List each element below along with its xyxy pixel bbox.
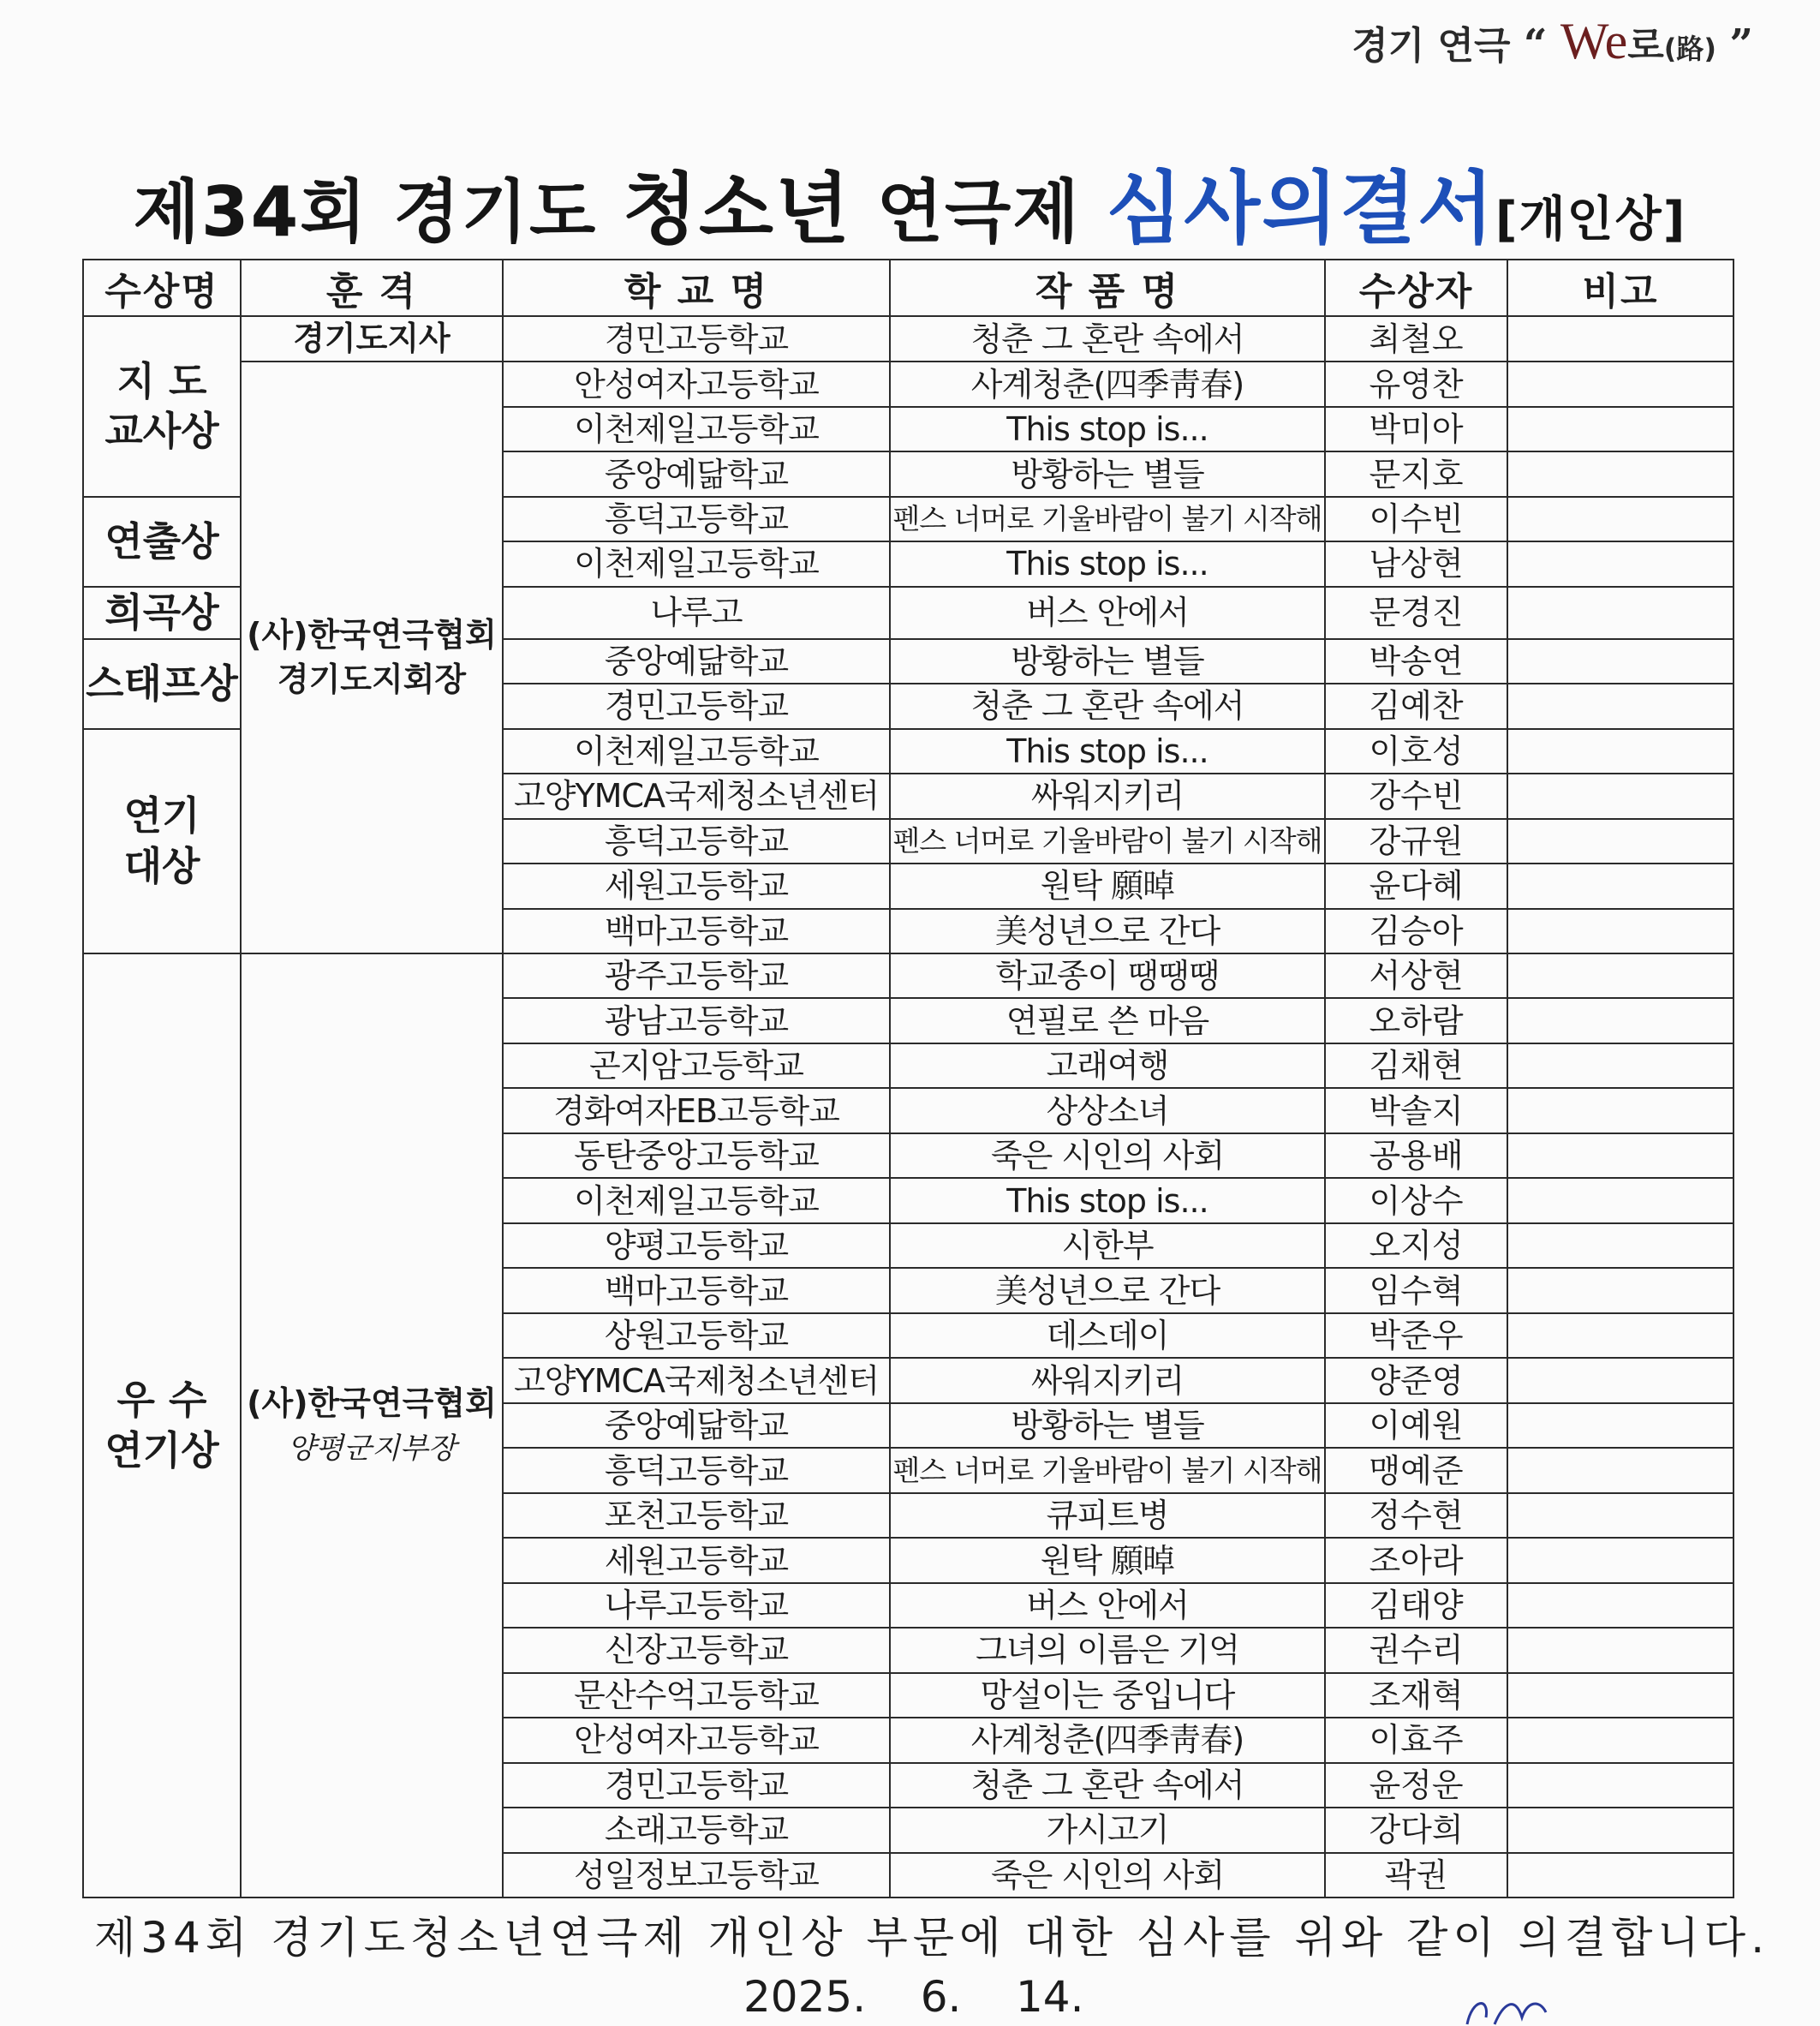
table-header-row [83, 260, 1733, 316]
winner-name-cell: 서상현 [1325, 953, 1507, 998]
note-cell [1507, 1223, 1733, 1268]
work-title-cell: 펜스 너머로 기울바람이 불기 시작해 [890, 819, 1325, 864]
column-header: 훈 격 [241, 260, 503, 316]
school-name-cell: 흥덕고등학교 [503, 819, 890, 864]
note-cell [1507, 1628, 1733, 1672]
work-title-cell: 죽은 시인의 사회 [890, 1853, 1325, 1898]
work-title-cell: 방황하는 별들 [890, 1403, 1325, 1448]
award-name-cell: 희곡상 [83, 587, 241, 639]
table-row [83, 362, 1733, 406]
award-name-cell: 지 도 교사상 [83, 316, 241, 497]
winner-name-cell: 이수빈 [1325, 497, 1507, 541]
title-part-region: 경기도 [393, 172, 598, 252]
work-title-cell: 데스데이 [890, 1313, 1325, 1358]
school-name-cell: 백마고등학교 [503, 909, 890, 953]
work-title-cell: 청춘 그 혼란 속에서 [890, 316, 1325, 362]
note-cell [1507, 774, 1733, 818]
work-title-cell: 버스 안에서 [890, 587, 1325, 639]
winner-name-cell: 박솔지 [1325, 1088, 1507, 1133]
winner-name-cell: 이호성 [1325, 729, 1507, 774]
school-name-cell: 중앙예닮학교 [503, 451, 890, 496]
note-cell [1507, 1088, 1733, 1133]
winner-name-cell: 문지호 [1325, 451, 1507, 496]
work-title-cell: 가시고기 [890, 1808, 1325, 1852]
document-title [0, 146, 1820, 259]
note-cell [1507, 451, 1733, 496]
winner-name-cell: 윤정운 [1325, 1763, 1507, 1808]
school-name-cell: 중앙예닮학교 [503, 639, 890, 684]
winner-name-cell: 곽권 [1325, 1853, 1507, 1898]
work-title-cell: 방황하는 별들 [890, 639, 1325, 684]
work-title-cell: 싸워지키리 [890, 774, 1325, 818]
winner-name-cell: 최철오 [1325, 316, 1507, 362]
school-name-cell: 흥덕고등학교 [503, 1448, 890, 1492]
school-name-cell: 이천제일고등학교 [503, 407, 890, 451]
winner-name-cell: 이예원 [1325, 1403, 1507, 1448]
work-title-cell: 연필로 쓴 마음 [890, 998, 1325, 1043]
closing-statement: 제34회 경기도청소년연극제 개인상 부문에 대한 심사를 위와 같이 의결합니다. [94, 1913, 1769, 1963]
signature-mark [1460, 1992, 1563, 2026]
award-name-cell: 우 수 연기상 [83, 953, 241, 1898]
header-we: We [1560, 13, 1628, 69]
note-cell [1507, 729, 1733, 774]
work-title-cell: 큐피트병 [890, 1493, 1325, 1538]
note-cell [1507, 407, 1733, 451]
school-name-cell: 나루고등학교 [503, 1583, 890, 1628]
note-cell [1507, 541, 1733, 586]
school-name-cell: 동탄중앙고등학교 [503, 1133, 890, 1178]
work-title-cell: 펜스 너머로 기울바람이 불기 시작해 [890, 1448, 1325, 1492]
title-part-category: [개인상] [1495, 192, 1687, 248]
school-name-cell: 고양YMCA국제청소년센터 [503, 774, 890, 818]
winner-name-cell: 김승아 [1325, 909, 1507, 953]
note-cell [1507, 362, 1733, 406]
note-cell [1507, 1178, 1733, 1222]
note-cell [1507, 1718, 1733, 1762]
winner-name-cell: 이상수 [1325, 1178, 1507, 1222]
work-title-cell: 죽은 시인의 사회 [890, 1133, 1325, 1178]
note-cell [1507, 1043, 1733, 1088]
column-header: 비고 [1507, 260, 1733, 316]
school-name-cell: 안성여자고등학교 [503, 362, 890, 406]
note-cell [1507, 639, 1733, 684]
winner-name-cell: 정수현 [1325, 1493, 1507, 1538]
school-name-cell: 양평고등학교 [503, 1223, 890, 1268]
note-cell [1507, 1403, 1733, 1448]
winner-name-cell: 강규원 [1325, 819, 1507, 864]
header-tag [1352, 12, 1753, 71]
work-title-cell: 美성년으로 간다 [890, 1268, 1325, 1312]
school-name-cell: 백마고등학교 [503, 1268, 890, 1312]
winner-name-cell: 조아라 [1325, 1538, 1507, 1582]
resolution-date: 2025. 6. 14. [743, 1972, 1084, 2022]
work-title-cell: 방황하는 별들 [890, 451, 1325, 496]
school-name-cell: 이천제일고등학교 [503, 729, 890, 774]
work-title-cell: This stop is... [890, 1178, 1325, 1222]
school-name-cell: 포천고등학교 [503, 1493, 890, 1538]
work-title-cell: This stop is... [890, 407, 1325, 451]
note-cell [1507, 953, 1733, 998]
note-cell [1507, 1133, 1733, 1178]
school-name-cell: 고양YMCA국제청소년센터 [503, 1358, 890, 1402]
table-row [83, 953, 1733, 998]
column-header: 수상명 [83, 260, 241, 316]
note-cell [1507, 316, 1733, 362]
winner-name-cell: 오지성 [1325, 1223, 1507, 1268]
title-part-festival: 연극제 [876, 172, 1081, 252]
work-title-cell: 사계청춘(四季靑春) [890, 362, 1325, 406]
school-name-cell: 경민고등학교 [503, 684, 890, 728]
column-header: 작 품 명 [890, 260, 1325, 316]
note-cell [1507, 1538, 1733, 1582]
winner-name-cell: 박송연 [1325, 639, 1507, 684]
winner-name-cell: 윤다혜 [1325, 864, 1507, 908]
winner-name-cell: 맹예준 [1325, 1448, 1507, 1492]
title-part-edition: 제34회 [133, 172, 368, 252]
header-open-quote: “ [1523, 21, 1548, 69]
school-name-cell: 상원고등학교 [503, 1313, 890, 1358]
school-name-cell: 세원고등학교 [503, 864, 890, 908]
school-name-cell: 중앙예닮학교 [503, 1403, 890, 1448]
note-cell [1507, 1673, 1733, 1718]
winner-name-cell: 김채현 [1325, 1043, 1507, 1088]
school-name-cell: 문산수억고등학교 [503, 1673, 890, 1718]
school-name-cell: 경민고등학교 [503, 1763, 890, 1808]
winner-name-cell: 유영찬 [1325, 362, 1507, 406]
award-giver-cell: 경기도지사 [241, 316, 503, 362]
work-title-cell: 사계청춘(四季靑春) [890, 1718, 1325, 1762]
header-han: (路) [1663, 33, 1717, 65]
school-name-cell: 나루고 [503, 587, 890, 639]
school-name-cell: 이천제일고등학교 [503, 541, 890, 586]
title-part-resolution: 심사의결서 [1106, 163, 1495, 254]
note-cell [1507, 684, 1733, 728]
winner-name-cell: 김태양 [1325, 1583, 1507, 1628]
award-name-cell: 연기 대상 [83, 729, 241, 953]
work-title-cell: 美성년으로 간다 [890, 909, 1325, 953]
school-name-cell: 경화여자EB고등학교 [503, 1088, 890, 1133]
school-name-cell: 성일정보고등학교 [503, 1853, 890, 1898]
note-cell [1507, 1583, 1733, 1628]
note-cell [1507, 819, 1733, 864]
note-cell [1507, 864, 1733, 908]
column-header: 학 교 명 [503, 260, 890, 316]
note-cell [1507, 497, 1733, 541]
note-cell [1507, 1448, 1733, 1492]
school-name-cell: 경민고등학교 [503, 316, 890, 362]
winner-name-cell: 이효주 [1325, 1718, 1507, 1762]
note-cell [1507, 1808, 1733, 1852]
work-title-cell: 시한부 [890, 1223, 1325, 1268]
award-table [82, 259, 1734, 1898]
school-name-cell: 곤지암고등학교 [503, 1043, 890, 1088]
title-part-youth: 청소년 [623, 164, 851, 254]
award-name-cell: 연출상 [83, 497, 241, 587]
work-title-cell: 청춘 그 혼란 속에서 [890, 1763, 1325, 1808]
winner-name-cell: 공용배 [1325, 1133, 1507, 1178]
work-title-cell: 망설이는 중입니다 [890, 1673, 1325, 1718]
winner-name-cell: 김예찬 [1325, 684, 1507, 728]
winner-name-cell: 강다희 [1325, 1808, 1507, 1852]
school-name-cell: 이천제일고등학교 [503, 1178, 890, 1222]
work-title-cell: 상상소녀 [890, 1088, 1325, 1133]
school-name-cell: 안성여자고등학교 [503, 1718, 890, 1762]
note-cell [1507, 1268, 1733, 1312]
work-title-cell: This stop is... [890, 541, 1325, 586]
header-close-quote: ” [1729, 21, 1753, 69]
column-header: 수상자 [1325, 260, 1507, 316]
school-name-cell: 광주고등학교 [503, 953, 890, 998]
table-body [83, 316, 1733, 1898]
winner-name-cell: 문경진 [1325, 587, 1507, 639]
winner-name-cell: 박준우 [1325, 1313, 1507, 1358]
school-name-cell: 소래고등학교 [503, 1808, 890, 1852]
note-cell [1507, 909, 1733, 953]
table-row [83, 316, 1733, 362]
work-title-cell: 학교종이 땡땡땡 [890, 953, 1325, 998]
winner-name-cell: 권수리 [1325, 1628, 1507, 1672]
work-title-cell: 버스 안에서 [890, 1583, 1325, 1628]
note-cell [1507, 587, 1733, 639]
note-cell [1507, 998, 1733, 1043]
header-tag-prefix: 경기 연극 [1352, 24, 1511, 68]
note-cell [1507, 1358, 1733, 1402]
note-cell [1507, 1493, 1733, 1538]
work-title-cell: 원탁 願晫 [890, 864, 1325, 908]
work-title-cell: 그녀의 이름은 기억 [890, 1628, 1325, 1672]
winner-name-cell: 오하람 [1325, 998, 1507, 1043]
winner-name-cell: 임수혁 [1325, 1268, 1507, 1312]
work-title-cell: This stop is... [890, 729, 1325, 774]
work-title-cell: 고래여행 [890, 1043, 1325, 1088]
winner-name-cell: 박미아 [1325, 407, 1507, 451]
work-title-cell: 청춘 그 혼란 속에서 [890, 684, 1325, 728]
header-ro: 로 [1627, 24, 1664, 68]
award-giver-cell: (사)한국연극협회 경기도지회장 [241, 362, 503, 953]
school-name-cell: 신장고등학교 [503, 1628, 890, 1672]
work-title-cell: 원탁 願晫 [890, 1538, 1325, 1582]
award-name-cell: 스태프상 [83, 639, 241, 729]
winner-name-cell: 강수빈 [1325, 774, 1507, 818]
winner-name-cell: 남상현 [1325, 541, 1507, 586]
note-cell [1507, 1763, 1733, 1808]
work-title-cell: 펜스 너머로 기울바람이 불기 시작해 [890, 497, 1325, 541]
winner-name-cell: 양준영 [1325, 1358, 1507, 1402]
school-name-cell: 광남고등학교 [503, 998, 890, 1043]
school-name-cell: 흥덕고등학교 [503, 497, 890, 541]
award-giver-cell: (사)한국연극협회 양평군지부장 [241, 953, 503, 1898]
handwritten-giver-title: 양평군지부장 [287, 1431, 456, 1467]
note-cell [1507, 1313, 1733, 1358]
note-cell [1507, 1853, 1733, 1898]
work-title-cell: 싸워지키리 [890, 1358, 1325, 1402]
school-name-cell: 세원고등학교 [503, 1538, 890, 1582]
winner-name-cell: 조재혁 [1325, 1673, 1507, 1718]
